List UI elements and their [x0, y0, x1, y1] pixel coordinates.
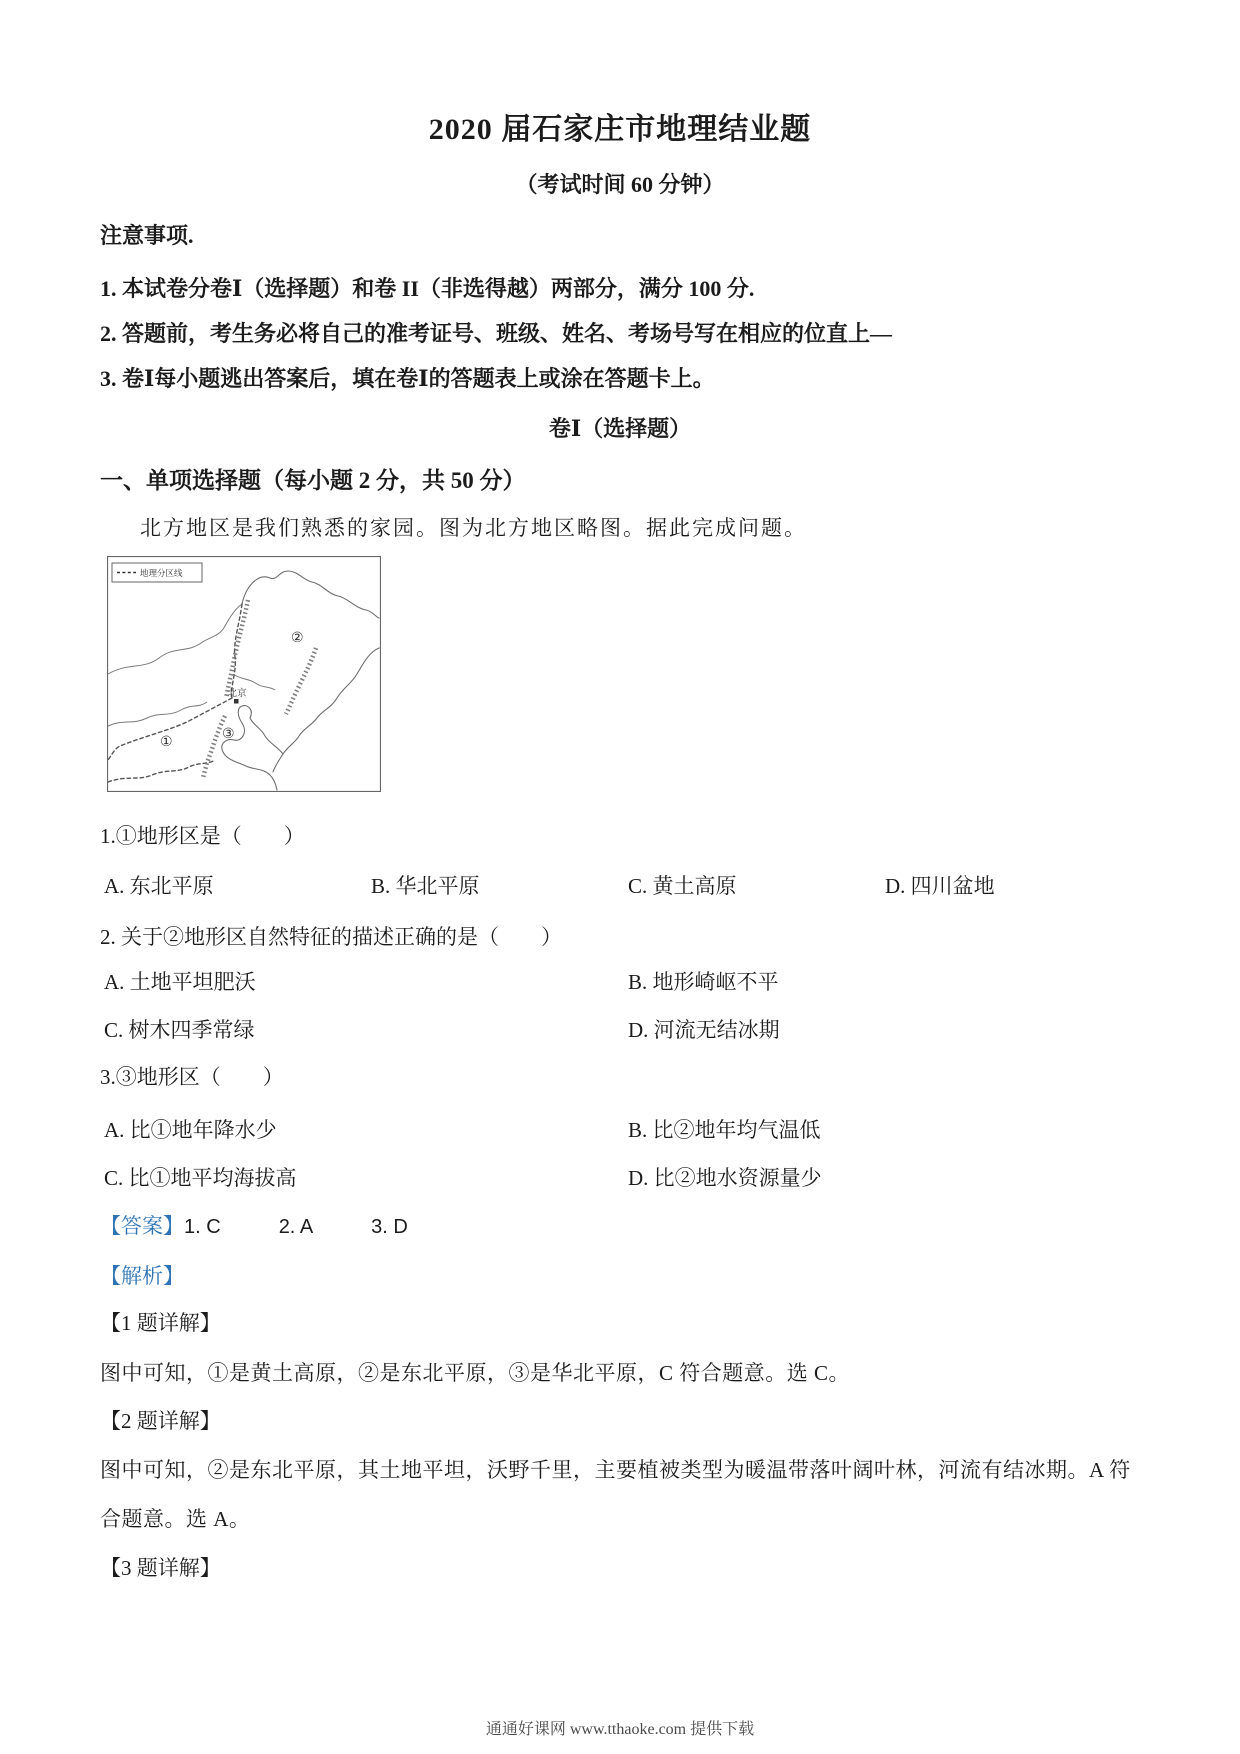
option-2c: C. 树木四季常绿 [104, 1018, 255, 1042]
footer-text: 通通好课网 www.tthaoke.com 提供下载 [485, 1721, 755, 1738]
map-legend-label: 地理分区线 [140, 568, 183, 578]
answer-line [100, 1210, 466, 1240]
detail-heading-2: 【2 题详解】 [100, 1409, 221, 1433]
answer-label: 【答案】 [100, 1214, 184, 1238]
notice-item-1: 1. 本试卷分卷Ⅰ（选择题）和卷 II（非选得越）两部分，满分 100 分. [100, 276, 755, 301]
detail-text-2: 图中可知，②是东北平原，其土地平坦，沃野千里，主要植被类型为暖温带落叶阔叶林，河流有结冰期。A 符合题意。选 A。 [100, 1458, 1131, 1531]
notice-item-2: 2. 答题前，考生务必将自己的准考证号、班级、姓名、考场号写在相应的位直上— [100, 321, 893, 346]
option-1a: A. 东北平原 [104, 874, 214, 898]
option-1b: B. 华北平原 [371, 874, 480, 898]
question-intro: 北方地区是我们熟悉的家园。图为北方地区略图。据此完成问题。 [140, 516, 807, 540]
map-legend [112, 563, 202, 582]
region-map-figure [107, 556, 381, 792]
question-3-options-cd [104, 1162, 822, 1192]
region-marker-2: ② [291, 631, 304, 646]
question-1-options [104, 870, 995, 900]
option-1d: D. 四川盆地 [885, 874, 995, 898]
question-2-options-cd [104, 1014, 780, 1044]
analysis-label: 【解析】 [100, 1264, 184, 1288]
option-1c: C. 黄土高原 [628, 874, 737, 898]
page-title: 2020 届石家庄市地理结业题 [428, 113, 812, 146]
exam-duration-subtitle: （考试时间 60 分钟） [515, 172, 725, 197]
region-marker-3: ③ [222, 727, 235, 742]
section-title: 卷Ⅰ（选择题） [548, 416, 692, 441]
option-3a: A. 比①地年降水少 [104, 1118, 277, 1142]
question-1-stem: 1.①地形区是（ ） [100, 824, 305, 848]
beijing-label: 北京 [227, 689, 247, 699]
question-3-stem: 3.③地形区（ ） [100, 1065, 284, 1089]
detail-text-1: 图中可知，①是黄土高原，②是东北平原，③是华北平原，C 符合题意。选 C。 [100, 1361, 851, 1385]
option-3b: B. 比②地年均气温低 [628, 1118, 821, 1142]
detail-heading-3: 【3 题详解】 [100, 1556, 221, 1580]
option-2b: B. 地形崎岖不平 [628, 970, 779, 994]
north-china-region-map [107, 556, 381, 792]
part-heading: 一、单项选择题（每小题 2 分，共 50 分） [100, 468, 526, 493]
question-2-stem: 2. 关于②地形区自然特征的描述正确的是（ ） [100, 925, 562, 949]
detail-heading-1: 【1 题详解】 [100, 1311, 221, 1335]
answer-item-3: 3. D [371, 1216, 408, 1238]
option-3d: D. 比②地水资源量少 [628, 1166, 822, 1190]
notice-item-3: 3. 卷Ⅰ每小题逃出答案后，填在卷Ⅰ的答题表上或涂在答题卡上。 [100, 366, 715, 391]
notice-heading: 注意事项. [100, 223, 194, 248]
beijing-marker [234, 699, 239, 704]
option-2a: A. 土地平坦肥沃 [104, 970, 256, 994]
question-2-options-ab [104, 966, 779, 996]
answer-item-2: 2. A [278, 1216, 314, 1238]
map-border [108, 557, 381, 792]
question-3-options-ab [104, 1114, 821, 1144]
region-marker-1: ① [160, 735, 173, 750]
option-3c: C. 比①地平均海拔高 [104, 1166, 297, 1190]
answer-item-1: 1. C [184, 1216, 221, 1238]
option-2d: D. 河流无结冰期 [628, 1018, 780, 1042]
